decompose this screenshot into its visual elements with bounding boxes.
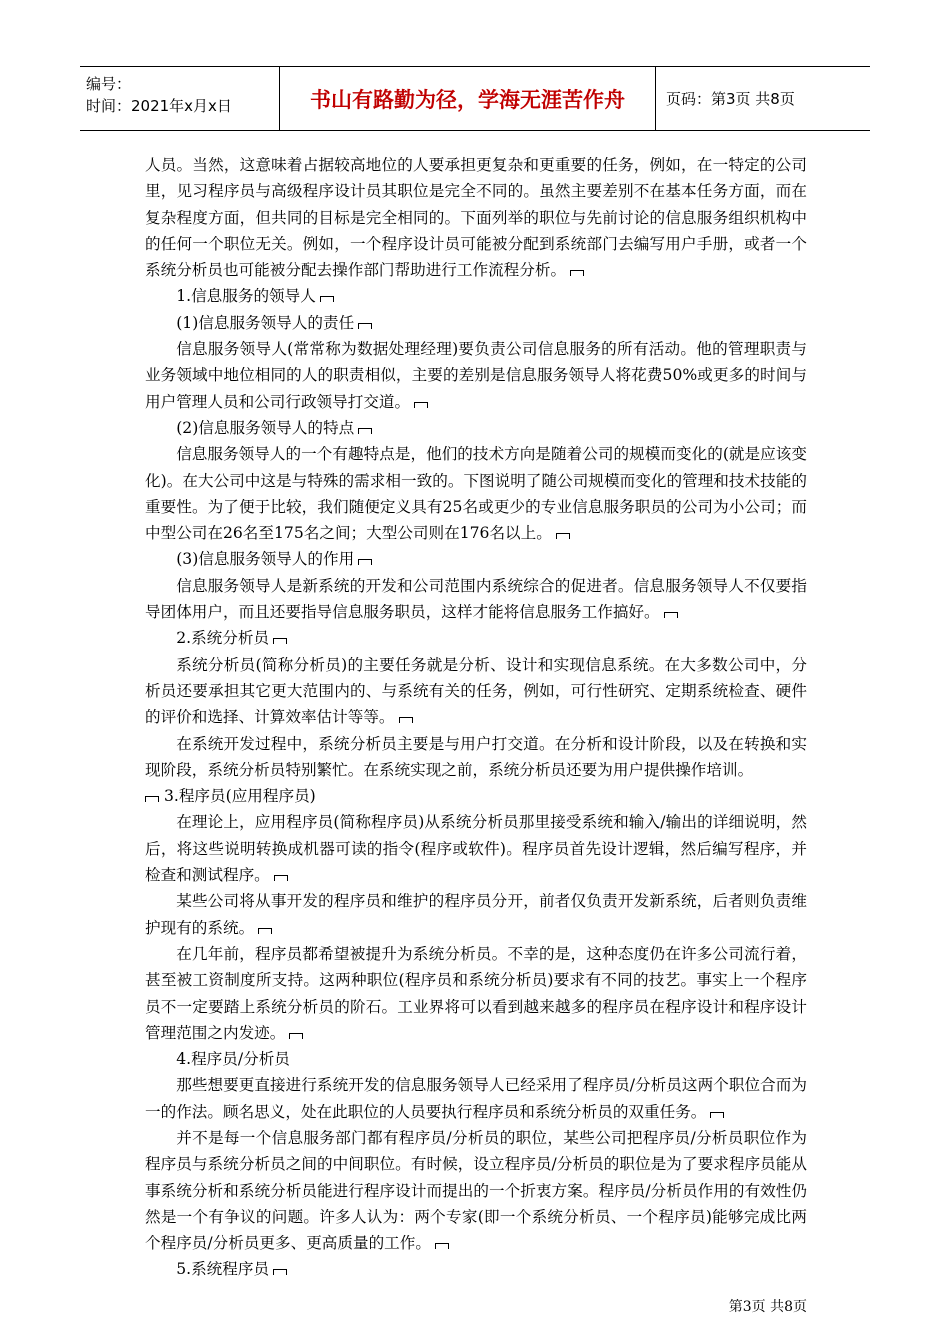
paragraph-text: 信息服务领导人的一个有趣特点是，他们的技术方向是随着公司的规模而变化的(就是应该变化)。在大公司中这是与特殊的需求相一致的。下图说明了随公司规模而变化的管理和技术技能的重要性。为了便于比较，我们随便定义具有25名或更少的专业信息服务职员的公司为小公司；而中型公司在26名至175名之间；大型公司则在176名以上。 xyxy=(145,445,807,543)
paragraph-mark-icon xyxy=(399,717,413,723)
paragraph-text: 并不是每一个信息服务部门都有程序员/分析员的职位，某些公司把程序员/分析员职位作为程序员与系统分析员之间的中间职位。有时候，设立程序员/分析员的职位是为了要求程序员能从事系统分析和系统分析员能进行程序设计而提出的一个折衷方案。程序员/分析员作用的有效性仍然是一个有争议的问题。许多人认为：两个专家(即一个系统分析员、一个程序员)能够完成比两个程序员/分析员更多、更高质量的工作。 xyxy=(145,1128,807,1253)
page-header xyxy=(80,66,870,131)
body-paragraph xyxy=(145,415,807,441)
body-paragraph xyxy=(145,809,807,888)
paragraph-text: (1)信息服务领导人的责任 xyxy=(176,313,355,332)
paragraph-text: 4.程序员/分析员 xyxy=(176,1050,290,1069)
document-body xyxy=(145,152,807,1283)
body-paragraph xyxy=(145,1256,807,1282)
paragraph-text: 在系统开发过程中，系统分析员主要是与用户打交道。在分析和设计阶段，以及在转换和实现阶段，系统分析员特别繁忙。在系统实现之前，系统分析员还要为用户提供操作培训。 xyxy=(145,734,807,779)
paragraph-mark-icon xyxy=(273,638,287,644)
paragraph-text: 在理论上，应用程序员(简称程序员)从系统分析员那里接受系统和输入/输出的详细说明，然后，将这些说明转换成机器可读的指令(程序或软件)。程序员首先设计逻辑，然后编写程序，并检查和测试程序。 xyxy=(145,813,807,885)
body-paragraph xyxy=(145,941,807,1046)
paragraph-mark-icon xyxy=(145,796,159,802)
header-motto: 书山有路勤为径，学海无涯苦作舟 xyxy=(280,67,656,130)
body-paragraph xyxy=(145,336,807,415)
paragraph-mark-icon xyxy=(258,928,272,934)
body-paragraph xyxy=(145,1125,807,1256)
paragraph-mark-icon xyxy=(664,612,678,618)
paragraph-text: 信息服务领导人是新系统的开发和公司范围内系统综合的促进者。信息服务领导人不仅要指导团体用户，而且还要指导信息服务职员，这样才能将信息服务工作搞好。 xyxy=(145,576,807,622)
paragraph-mark-icon xyxy=(414,402,428,408)
body-paragraph xyxy=(145,625,807,651)
body-paragraph xyxy=(145,546,807,572)
paragraph-text: 5.系统程序员 xyxy=(176,1260,270,1279)
body-paragraph xyxy=(145,310,807,336)
paragraph-mark-icon xyxy=(320,296,334,302)
body-paragraph xyxy=(145,573,807,626)
paragraph-text: 系统分析员(简称分析员)的主要任务就是分析、设计和实现信息系统。在大多数公司中，分析员还要承担其它更大范围内的、与系统有关的任务，例如，可行性研究、定期系统检查、硬件的评价和选择、计算效率估计等等。 xyxy=(145,655,807,727)
paragraph-mark-icon xyxy=(289,1033,303,1039)
paragraph-text: (3)信息服务领导人的作用 xyxy=(176,550,355,569)
paragraph-mark-icon xyxy=(358,323,372,329)
header-info-cell xyxy=(80,67,280,130)
body-paragraph xyxy=(145,888,807,941)
body-paragraph xyxy=(145,652,807,731)
paragraph-text: 某些公司将从事开发的程序员和维护的程序员分开，前者仅负责开发新系统，后者则负责维护现有的系统。 xyxy=(145,892,807,937)
paragraph-mark-icon xyxy=(274,875,288,881)
body-paragraph xyxy=(145,1072,807,1125)
paragraph-text: 1.信息服务的领导人 xyxy=(176,287,316,306)
page-footer: 第3页 共8页 xyxy=(728,1299,807,1315)
paragraph-text: 2.系统分析员 xyxy=(176,629,270,648)
paragraph-mark-icon xyxy=(570,270,584,276)
body-paragraph xyxy=(145,152,807,283)
paragraph-mark-icon xyxy=(358,559,372,565)
doc-number-label: 编号： xyxy=(86,75,132,93)
body-paragraph xyxy=(145,731,807,784)
paragraph-text: 信息服务领导人(常常称为数据处理经理)要负责公司信息服务的所有活动。他的管理职责与业务领域中地位相同的人的职责相似，主要的差别是信息服务领导人将花费50%或更多的时间与用户管理人员和公司行政领导打交道。 xyxy=(145,340,807,411)
header-page-number: 页码：第3页 共8页 xyxy=(666,90,795,108)
doc-time-label: 时间：2021年x月x日 xyxy=(86,97,232,115)
paragraph-text: 人员。当然，这意味着占据较高地位的人要承担更复杂和更重要的任务，例如，在一特定的公司里，见习程序员与高级程序设计员其职位是完全不同的。虽然主要差别不在基本任务方面，而在复杂程度方面，但共同的目标是完全相同的。下面列举的职位与先前讨论的信息服务组织机构中的任何一个职位无关。例如，一个程序设计员可能被分配到系统部门去编写用户手册，或者一个系统分析员也可能被分配去操作部门帮助进行工作流程分析。 xyxy=(145,156,807,280)
paragraph-mark-icon xyxy=(710,1112,724,1118)
paragraph-text: 那些想要更直接进行系统开发的信息服务领导人已经采用了程序员/分析员这两个职位合而为一的作法。顾名思义，处在此职位的人员要执行程序员和系统分析员的双重任务。 xyxy=(145,1076,807,1121)
paragraph-text: 3.程序员(应用程序员) xyxy=(159,787,316,806)
paragraph-text: 在几年前，程序员都希望被提升为系统分析员。不幸的是，这种态度仍在许多公司流行着，甚至被工资制度所支持。这两种职位(程序员和系统分析员)要求有不同的技艺。事实上一个程序员不一定要踏上系统分析员的阶石。工业界将可以看到越来越多的程序员在程序设计和程序设计管理范围之内发迹。 xyxy=(145,944,807,1042)
body-paragraph xyxy=(145,1046,807,1072)
paragraph-mark-icon xyxy=(358,428,372,434)
body-paragraph xyxy=(145,783,807,809)
paragraph-mark-icon xyxy=(556,533,570,539)
body-paragraph xyxy=(145,283,807,309)
paragraph-mark-icon xyxy=(435,1243,449,1249)
paragraph-mark-icon xyxy=(273,1269,287,1275)
body-paragraph xyxy=(145,441,807,546)
paragraph-text: (2)信息服务领导人的特点 xyxy=(176,418,355,437)
